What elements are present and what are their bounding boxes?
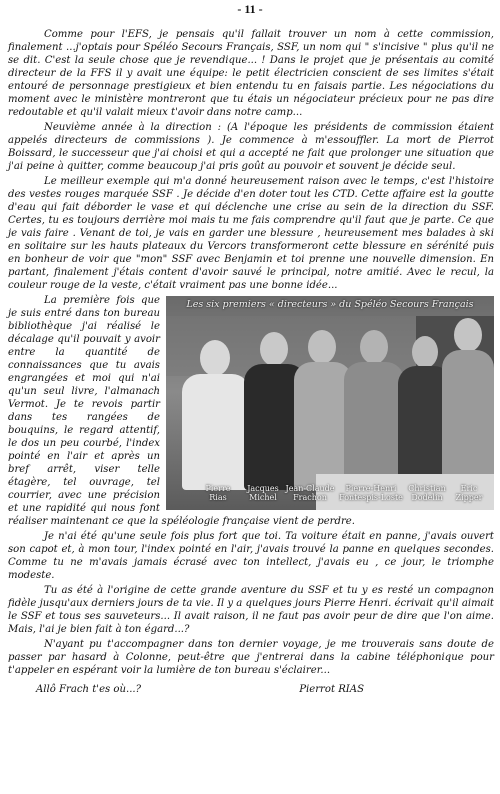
paragraph-library: La première fois que je suis entré dans ton bureau bibliothèque j'ai réalisé le décalage qu'il pouvait y avoir entre la quantité de connaissances que tu avais engrangées et moi qui n'ai qu'un seul livre, l'almanach Vermot. Je te revois partir dans tes rangées de bouquins, le regard attentif, le dos un peu courbé, l'index pointé en l'air et après un bref arrêt, viser telle étagère, tel ouvrage, tel courrier, avec une précision et une rapidité qui nous font réaliser maintenant ce que la spéléologie française vient de perdre. <box>8 295 355 527</box>
name-label: Christian Dodelin <box>408 484 446 502</box>
paragraph-ninth-year: Neuvième année à la direction : (A l'époque les présidents de commission étaient appelés directeurs de commissions ). Je commence à m'essouffler. La mort de Pierrot Boissard, le successeur que j'ai choisi et qui a accepté ne fait que prolonger une situation que j'ai peine à quitter, comme beaucoup j'ai pris goût au pouvoir et souvent je décide seul. <box>8 122 494 172</box>
name-label: Eric Zipper <box>455 484 483 502</box>
paragraph-red-jackets: Le meilleur exemple qui m'a donné heureusement raison avec le temps, c'est l'histoire des vestes rouges marquée SSF . Je décide d'en doter tout les CTD. Cette affaire est la goutte d'eau qui fait déborder le vase et qui déclenche une crise au sein de la direction du SSF. Certes, tu es toujours derrière moi mais tu me fais comprendre qu'il faut que je parte. Ce que je vais faire . Venant de toi, je vais en garder une blessure , heureusement mes balades à ski en solitaire sur les hauts plateaux du Vercors transformeront cette blessure en sérénité puis en bonheur de voir que "mon" SSF avec Benjamin et toi prenne une nouvelle dimension. En partant, finalement j'étais content d'avoir sauvé le principal, notre amitié. Avec le recul, la couleur rouge de la veste, c'était vraiment pas une bonne idée... <box>8 176 494 291</box>
name-label: Jacques Michel <box>247 484 279 502</box>
closing-line <box>8 683 494 696</box>
photo-image <box>166 296 494 510</box>
photo-name-labels <box>166 484 494 508</box>
paragraph-ssf-origin: Tu as été à l'origine de cette grande aventure du SSF et tu y es resté un compagnon fidèle jusqu'aux derniers jours de ta vie. Il y a quelques jours Pierre Henri. écrivait qu'il aimait le SSF et tous ses sauveteurs... Il avait raison, il ne faut pas avoir peur de dire que l'on aime. Mais, l'ai je bien fait à ton égard...? <box>8 585 494 635</box>
paragraph-car-breakdown: Je n'ai été qu'une seule fois plus fort que toi. Ta voiture était en panne, j'avais ouvert son capot et, à mon tour, l'index pointé en l'air, j'avais trouvé la panne en quelques secondes. Comme tu ne m'avais jamais écrasé avec ton intellect, j'avais eu , ce jour, le triomphe modeste. <box>8 531 494 581</box>
paragraph-efs-name: Comme pour l'EFS, je pensais qu'il fallait trouver un nom à cette commission, finalement ...j'optais pour Spéléo Secours Français, SSF, un nom qui " s'incisive " plus qu'il ne se dit. C'est la seule chose que je revendique... ! Dans le projet que je présentais au comité directeur de la FFS il y avait une équipe: le petit électricien conscient de ses limites s'était entouré de personnage prestigieux et bien entendu tu en faisais partie. Les négociations du moment avec le ministère montreront que tu étais un négociateur précieux pour ne pas dire redoutable et qu'il valait mieux t'avoir dans notre camp... <box>8 29 494 118</box>
closing-phrase: Allô Frach t'es où...? <box>36 684 142 695</box>
person-figure <box>442 318 494 490</box>
group-photo <box>166 296 494 510</box>
person-figure <box>344 330 406 490</box>
page-number: - 11 - <box>237 2 263 16</box>
name-label: Jean-Claude Frachon <box>285 484 335 502</box>
name-label: Pierre Rias <box>205 484 231 502</box>
name-label: Pierre-Henri Fontespis-Loste <box>339 484 403 502</box>
photo-caption: Les six premiers « directeurs » du Spéléo Secours Français <box>186 299 474 310</box>
signature: Pierrot RIAS <box>299 684 364 695</box>
article-body <box>8 28 494 696</box>
paragraph-last-journey: N'ayant pu t'accompagner dans ton dernier voyage, je me trouverais sans doute de passer par hasard à Colonne, peut-être que j'entrerai dans la cabine téléphonique pour t'appeler en espérant voir la lumière de ton bureau s'éclairer... <box>8 639 494 676</box>
